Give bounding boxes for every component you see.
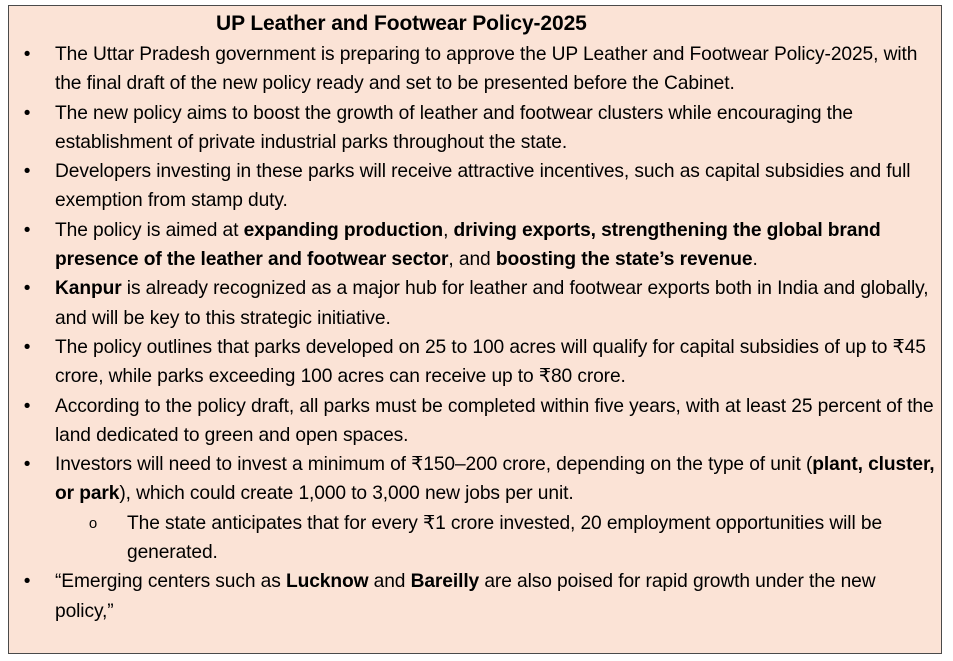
text-run: and bbox=[368, 571, 411, 593]
text-run: Investors will need to invest a minimum of ₹150–200 crore, depending on the type of unit ( bbox=[55, 454, 813, 476]
policy-box bbox=[8, 5, 942, 654]
text-run: The policy is aimed at bbox=[55, 219, 244, 241]
sub-points-list bbox=[55, 509, 935, 568]
point-text: The new policy aims to boost the growth of leather and footwear clusters while encouraging the establishment of private industrial parks throughout the state. bbox=[55, 102, 853, 153]
bullet-icon: • bbox=[23, 44, 31, 65]
list-item bbox=[9, 216, 943, 275]
list-item bbox=[9, 99, 943, 158]
bullet-icon: • bbox=[23, 219, 31, 241]
list-item bbox=[9, 450, 943, 567]
bullet-icon: • bbox=[23, 278, 31, 300]
point-text: Developers investing in these parks will receive attractive incentives, such as capital subsidies and full exemption from stamp duty. bbox=[55, 161, 911, 212]
text-run: , bbox=[443, 219, 454, 241]
bold-text-run: Lucknow bbox=[285, 571, 369, 593]
bullet-icon: • bbox=[23, 161, 31, 183]
text-run: is already recognized as a major hub for leather and footwear exports both in India and globally, and will be key to this strategic initiative. bbox=[55, 278, 929, 329]
text-run: . bbox=[752, 249, 758, 271]
bold-text-run: boosting the state’s revenue bbox=[495, 249, 753, 271]
point-text bbox=[55, 571, 875, 621]
bold-text-run: Bareilly bbox=[410, 571, 480, 593]
bold-text-run: Kanpur bbox=[55, 278, 122, 300]
bullet-icon: • bbox=[23, 102, 31, 124]
text-run: , and bbox=[448, 249, 496, 271]
page-title: UP Leather and Footwear Policy-2025 bbox=[216, 12, 587, 35]
bold-text-run: expanding production bbox=[243, 219, 444, 241]
sub-point-text: The state anticipates that for every ₹1 crore invested, 20 employment opportunities will be generated. bbox=[127, 512, 883, 564]
text-run: “Emerging centers such as bbox=[55, 571, 286, 593]
bold-text-run: plant, cluster, or park bbox=[55, 454, 935, 505]
point-text bbox=[55, 278, 928, 328]
list-item bbox=[9, 392, 943, 451]
text-run: are also poised for rapid growth under the new policy,” bbox=[55, 571, 876, 622]
point-text bbox=[55, 454, 935, 504]
point-text: The Uttar Pradesh government is preparing to approve the UP Leather and Footwear Policy-2025, with the final draft of the new policy ready and set to be presented before the Cabinet. bbox=[55, 44, 918, 95]
bullet-icon: • bbox=[23, 336, 31, 358]
bullet-icon: • bbox=[23, 571, 31, 593]
list-item bbox=[9, 40, 943, 99]
sub-list-item bbox=[55, 509, 935, 568]
list-item bbox=[9, 333, 943, 392]
list-item bbox=[9, 274, 943, 333]
list-item bbox=[9, 157, 943, 216]
point-text: According to the policy draft, all parks must be completed within five years, with at least 25 percent of the land dedicated to green and open spaces. bbox=[55, 395, 934, 446]
bullet-icon: • bbox=[23, 454, 31, 476]
bold-text-run: driving exports, strengthening the global brand presence of the leather and footwear sector bbox=[55, 219, 881, 271]
point-text: The policy outlines that parks developed on 25 to 100 acres will qualify for capital subsidies of up to ₹45 crore, while parks exceeding 100 acres can receive up to ₹80 crore. bbox=[55, 336, 926, 388]
circle-bullet-icon: o bbox=[88, 514, 98, 532]
bullet-icon: • bbox=[23, 395, 31, 417]
list-item bbox=[9, 567, 943, 626]
point-text bbox=[55, 220, 881, 270]
policy-points-list bbox=[9, 40, 943, 626]
text-run: ), which could create 1,000 to 3,000 new jobs per unit. bbox=[119, 483, 574, 505]
